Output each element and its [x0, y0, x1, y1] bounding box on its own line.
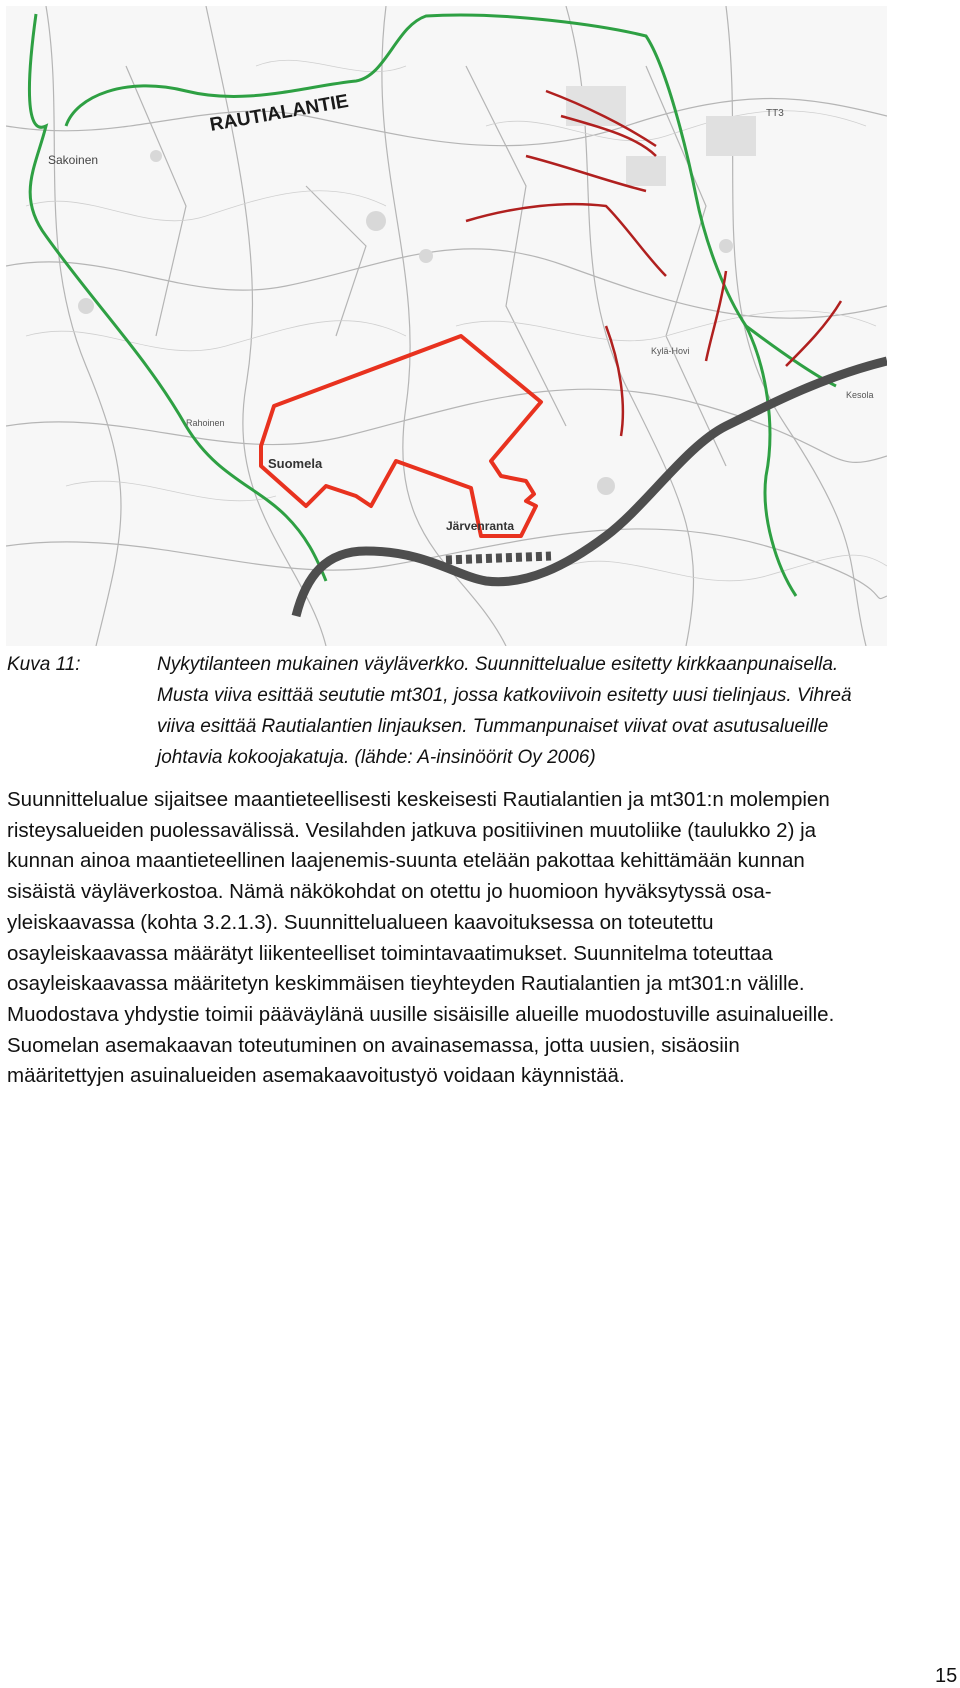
- body-line: sisäistä väyläverkostoa. Nämä näkökohdat on otettu jo huomioon hyväksytyssä osa-: [7, 880, 772, 904]
- caption-line: Musta viiva esittää seututie mt301, jossa katkoviivoin esitetty uusi tielinjaus. Vihreä: [157, 685, 852, 706]
- body-line: yleiskaavassa (kohta 3.2.1.3). Suunnittelualueen kaavoituksessa on toteutettu: [7, 910, 714, 934]
- map-label-tt: TT3: [766, 108, 784, 119]
- body-line: määritettyjen asuinalueiden asemakaavoitustyö voidaan käynnistää.: [7, 1064, 625, 1088]
- map-label-rautialantie: RAUTIALANTIE: [208, 90, 351, 136]
- route-network-map: [6, 6, 887, 646]
- page-number: 15: [935, 1665, 958, 1687]
- map-label-kylahovi: Kylä-Hovi: [651, 346, 690, 356]
- body-line: risteysalueiden puolessavälissä. Vesilahden jatkuva positiivinen muutoliike (taulukko 2) ja: [7, 818, 817, 842]
- body-line: Suunnittelualue sijaitsee maantieteellisesti keskeisesti Rautialantien ja mt301:n molempien: [7, 788, 830, 811]
- body-paragraph: [7, 785, 957, 1092]
- body-line: osayleiskaavassa määritetyn keskimmäisen tieyhteyden Rautialantien ja mt301:n välille.: [7, 972, 805, 996]
- map-label-rahoinen: Rahoinen: [186, 418, 225, 428]
- body-line: kunnan ainoa maantieteellinen laajenemis-suunta etelään pakottaa kehittämään kunnan: [7, 849, 805, 873]
- caption-line: Nykytilanteen mukainen väyläverkko. Suunnittelualue esitetty kirkkaanpunaisella.: [157, 654, 839, 675]
- map-label-kesola: Kesola: [846, 390, 874, 400]
- caption-line-text: johtavia kokoojakatuja.: [157, 747, 350, 768]
- body-line: Muodostava yhdystie toimii pääväylänä uusille sisäisille alueille muodostuville asuinalueille.: [7, 1002, 835, 1026]
- map-label-suomela: Suomela: [268, 456, 323, 471]
- caption-line: [157, 742, 937, 773]
- map-label-sakoinen: Sakoinen: [48, 153, 99, 167]
- map-label-jarvenranta: Järvenranta: [446, 519, 515, 533]
- caption-source: (lähde: A-insinöörit Oy 2006): [354, 747, 596, 768]
- caption-text: [157, 649, 937, 773]
- map-graphic: [6, 6, 887, 646]
- body-line: osayleiskaavassa määrätyt liikenteelliset toimintavaatimukset. Suunnitelma toteuttaa: [7, 941, 773, 965]
- body-line: Suomelan asemakaavan toteutuminen on avainasemassa, jotta uusien, sisäosiin: [7, 1033, 740, 1057]
- caption-label: Kuva 11:: [7, 654, 81, 675]
- caption-line: viiva esittää Rautialantien linjauksen. Tummanpunaiset viivat ovat asutusalueille: [157, 716, 829, 737]
